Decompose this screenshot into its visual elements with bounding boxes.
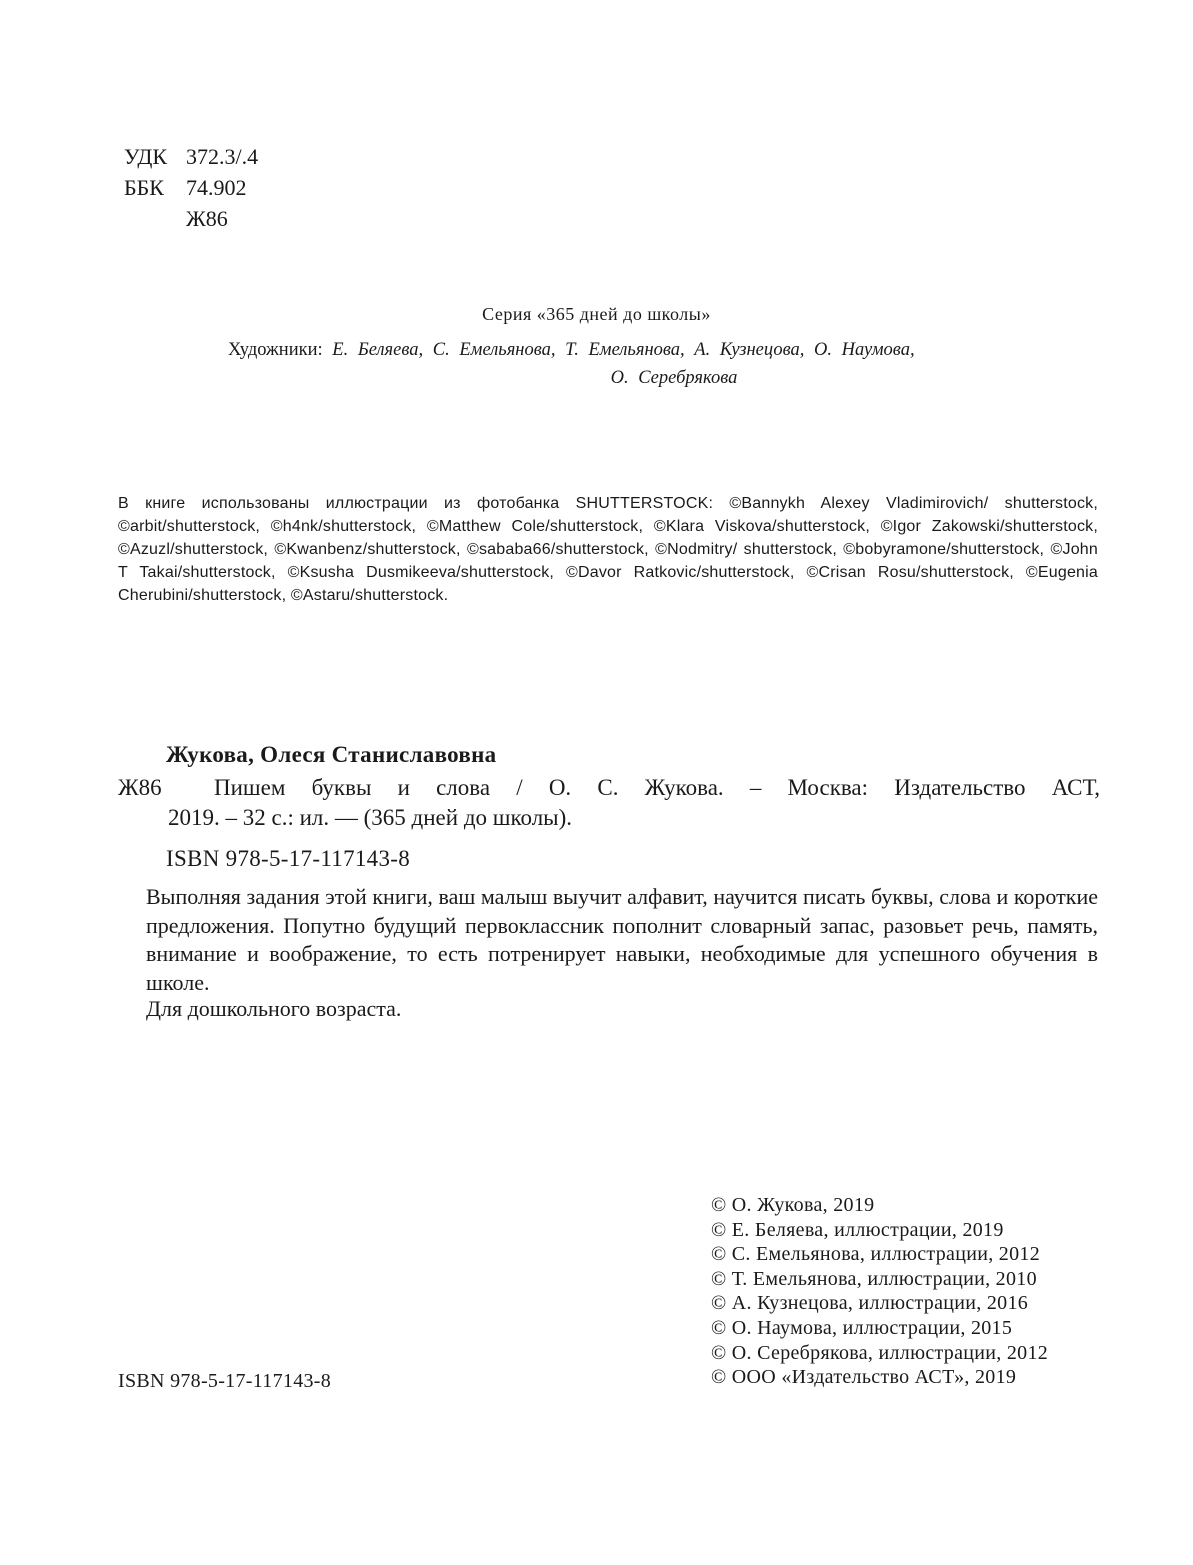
copyright-list [711, 1193, 1048, 1390]
copyright-line: © О. Серебрякова, иллюстрации, 2012 [711, 1341, 1049, 1364]
biblio-title: Пишем буквы и слова / О. С. Жукова. – Москва: Издательство АСТ, [214, 775, 1101, 800]
copyright-line: © ООО «Издательство АСТ», 2019 [711, 1366, 1017, 1389]
artists-block [228, 336, 1040, 392]
bbk-value: 74.902 [186, 175, 247, 200]
artists-label: Художники: [228, 340, 323, 360]
copyright-line: © С. Емельянова, иллюстрации, 2012 [711, 1243, 1040, 1266]
copyright-line: © О. Жукова, 2019 [711, 1194, 875, 1216]
series-title: Серия «365 дней до школы» [482, 304, 711, 324]
artists-line-1 [228, 336, 1040, 364]
isbn-footer: ISBN 978-5-17-117143-8 [118, 1370, 332, 1392]
author-mark-row [124, 203, 258, 234]
annotation-body: Выполняя задания этой книги, ваш малыш выучит алфавит, научится писать буквы, слова и короткие предложения. Попутно будущий первоклассник пополнит словарный запас, разовьет речь, память, внимание и воображение, то есть потренирует навыки, необходимые для успешного обучения в школе. [146, 884, 1098, 995]
isbn-record: ISBN 978-5-17-117143-8 [166, 846, 411, 871]
biblio-mark: Ж86 [118, 775, 162, 800]
copyright-line: © Е. Беляева, иллюстрации, 2019 [711, 1218, 1004, 1241]
bibliographic-record [118, 773, 1100, 833]
udk-label: УДК [124, 144, 168, 169]
classification-block [124, 141, 258, 234]
udk-value: 372.3/.4 [186, 144, 259, 169]
copyright-line: © Т. Емельянова, иллюстрации, 2010 [711, 1267, 1037, 1290]
biblio-line-2: 2019. – 32 с.: ил. — (365 дней до школы). [168, 805, 573, 830]
biblio-line-1 [118, 773, 1100, 803]
author-mark: Ж86 [186, 206, 228, 231]
bbk-row [124, 172, 258, 203]
bbk-label: ББК [124, 175, 164, 200]
copyright-line: © О. Наумова, иллюстрации, 2015 [711, 1316, 1013, 1339]
artists-names-1: Е. Беляева, С. Емельянова, Т. Емельянова, А. Кузнецова, О. Наумова, [332, 340, 915, 360]
photo-credits: В книге использованы иллюстрации из фотобанка SHUTTERSTOCK: ©Bannykh Alexey Vladimirovich/ shutterstock, ©arbit/shutterstock, ©h4nk/shutterstock, ©Matthew Cole/shutterstock, ©Klara Viskova/shutterstock, ©Igor Zakowski/shutterstock, ©Azuzl/shutterstock, ©Kwanbenz/shutterstock, ©sababa66/shutterstock, ©Nodmitry/ shutterstock, ©bobyramone/shutterstock, ©John T Takai/shutterstock, ©Ksusha Dusmikeeva/shutterstock, ©Davor Ratkovic/shutterstock, ©Crisan Rosu/shutterstock, ©Eugenia Cherubini/shutterstock, ©Astaru/shutterstock. [118, 495, 1098, 604]
annotation-text [146, 883, 1098, 997]
udk-row [124, 141, 258, 172]
author-heading: Жукова, Олеся Станиславовна [166, 742, 497, 767]
copyright-line: © А. Кузнецова, иллюстрации, 2016 [711, 1292, 1029, 1315]
artists-names-2: О. Серебрякова [610, 368, 738, 388]
age-note: Для дошкольного возраста. [146, 996, 402, 1021]
